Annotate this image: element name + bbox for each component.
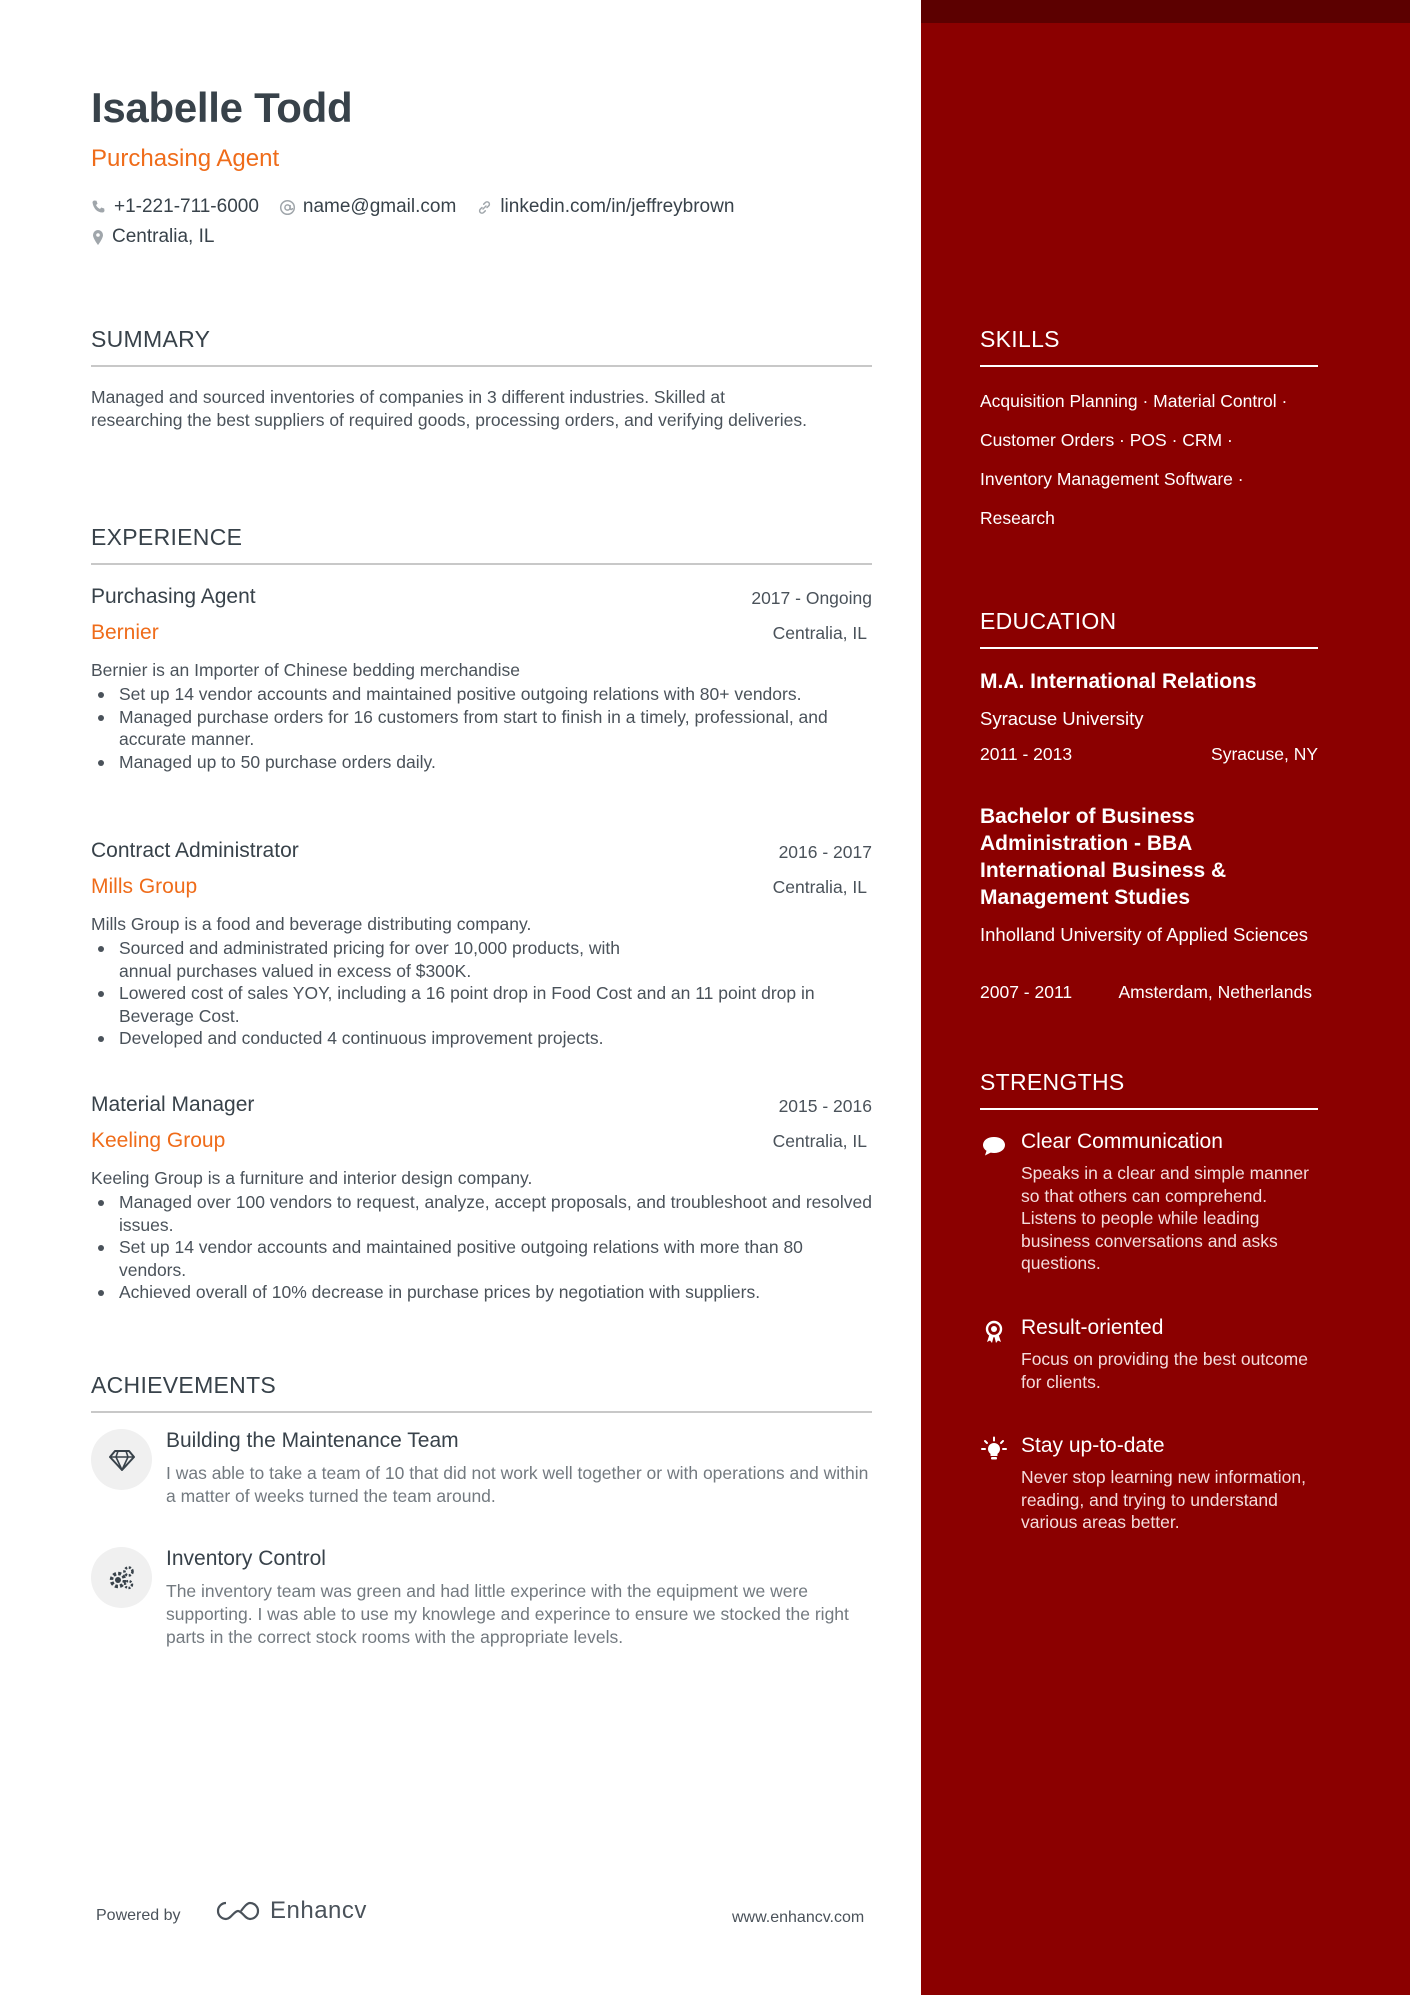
job-bullet: Sourced and administrated pricing for over 10,000 products, with annual purchases valued in excess of $300K. — [91, 937, 872, 982]
job-bullet: Managed up to 50 purchase orders daily. — [91, 751, 872, 774]
education-heading: EDUCATION — [980, 608, 1318, 649]
linkedin-text: linkedin.com/in/jeffreybrown — [500, 196, 735, 217]
job-company: Keeling Group — [91, 1129, 226, 1152]
gears-icon — [107, 1563, 137, 1593]
job-bullet: Achieved overall of 10% decrease in purchase prices by negotiation with suppliers. — [91, 1281, 872, 1304]
job-description: Mills Group is a food and beverage distributing company. — [91, 914, 532, 934]
job-bullets — [91, 1191, 872, 1304]
skills-list — [980, 382, 1325, 538]
job-description: Bernier is an Importer of Chinese bedding merchandise — [91, 660, 520, 680]
job-entry — [91, 1093, 872, 1302]
strength-text: Focus on providing the best outcome for clients. — [1021, 1349, 1308, 1392]
education-degree: Bachelor of Business Administration - BBA International Business & Management Studies — [980, 805, 1227, 909]
contact-linkedin[interactable] — [476, 196, 734, 218]
award-ribbon-icon — [980, 1318, 1008, 1346]
job-bullet: Managed purchase orders for 16 customers from start to finish in a timely, professional, and accurate manner. — [91, 706, 872, 751]
candidate-name: Isabelle Todd — [91, 84, 353, 131]
education-dates: 2007 - 2011 — [980, 982, 1073, 1002]
at-icon — [279, 199, 296, 216]
skills-line: Research — [980, 508, 1055, 528]
achievement-title: Building the Maintenance Team — [166, 1429, 459, 1452]
contact-email[interactable] — [279, 196, 456, 218]
summary-text: Managed and sourced inventories of companies in 3 different industries. Skilled at researching the best suppliers of required goods, processing orders, and verifying deliveries. — [91, 387, 807, 430]
job-entry — [91, 585, 872, 772]
job-bullet: Managed over 100 vendors to request, analyze, accept proposals, and troubleshoot and resolved issues. — [91, 1191, 872, 1236]
education-dates: 2011 - 2013 — [980, 744, 1073, 764]
contact-info — [91, 192, 891, 252]
achievement-text: I was able to take a team of 10 that did not work well together or with operations and within a matter of weeks turned the team around. — [166, 1463, 869, 1506]
strength-title: Stay up-to-date — [1021, 1434, 1165, 1457]
email-text: name@gmail.com — [302, 196, 457, 217]
job-bullet: Set up 14 vendor accounts and maintained positive outgoing relations with more than 80 vendors. — [91, 1236, 872, 1281]
enhancv-brand: Enhancv — [270, 1897, 367, 1924]
education-school: Syracuse University — [980, 708, 1144, 729]
candidate-role: Purchasing Agent — [91, 145, 280, 172]
skills-line: Acquisition Planning · Material Control · — [980, 391, 1288, 411]
job-description: Keeling Group is a furniture and interior design company. — [91, 1168, 533, 1188]
job-bullets — [91, 937, 872, 1050]
location-pin-icon — [91, 229, 105, 246]
summary-heading: SUMMARY — [91, 326, 872, 367]
achievements-heading: ACHIEVEMENTS — [91, 1372, 872, 1413]
job-entry — [91, 839, 872, 1048]
job-dates: 2017 - Ongoing — [751, 588, 872, 608]
job-title: Purchasing Agent — [91, 585, 256, 608]
job-location: Centralia, IL — [772, 877, 867, 897]
contact-location — [91, 226, 214, 248]
powered-by-label: Powered by — [96, 1907, 181, 1924]
sidebar-top-bar — [921, 0, 1410, 23]
strength-title: Clear Communication — [1021, 1130, 1223, 1153]
job-dates: 2016 - 2017 — [778, 842, 872, 862]
job-company: Mills Group — [91, 875, 198, 898]
skills-line: Customer Orders · POS · CRM · — [980, 430, 1233, 450]
skills-heading: SKILLS — [980, 326, 1318, 367]
job-location: Centralia, IL — [772, 623, 867, 643]
education-location: Syracuse, NY — [1211, 744, 1318, 764]
job-title: Contract Administrator — [91, 839, 299, 862]
contact-phone[interactable] — [91, 196, 259, 218]
strength-text: Speaks in a clear and simple manner so that others can comprehend. Listens to people while leading business conversations and asks questions. — [1021, 1163, 1309, 1273]
location-text: Centralia, IL — [112, 226, 215, 247]
education-degree: M.A. International Relations — [980, 670, 1257, 693]
job-bullets — [91, 683, 872, 773]
job-bullet: Set up 14 vendor accounts and maintained positive outgoing relations with 80+ vendors. — [91, 683, 872, 706]
sidebar — [921, 0, 1410, 1995]
strength-title: Result-oriented — [1021, 1316, 1164, 1339]
phone-text: +1-221-711-6000 — [114, 196, 259, 217]
job-bullet: Developed and conducted 4 continuous improvement projects. — [91, 1027, 872, 1050]
enhancv-logo-icon — [214, 1899, 262, 1923]
diamond-icon — [108, 1446, 136, 1474]
achievement-title: Inventory Control — [166, 1547, 326, 1570]
achievement-text: The inventory team was green and had little experince with the equipment we were supporting. I was able to use my knowlege and experince to ensure we stocked the right parts in the correct stock rooms with the appropriate levels. — [166, 1581, 849, 1647]
job-dates: 2015 - 2016 — [778, 1096, 872, 1116]
education-location: Amsterdam, Netherlands — [1118, 982, 1312, 1002]
lightbulb-icon — [980, 1436, 1008, 1464]
enhancv-logo[interactable] — [214, 1897, 367, 1925]
phone-icon — [91, 199, 107, 215]
education-school: Inholland University of Applied Sciences — [980, 924, 1309, 945]
skills-line: Inventory Management Software · — [980, 469, 1244, 489]
experience-heading: EXPERIENCE — [91, 524, 872, 565]
footer-url[interactable]: www.enhancv.com — [732, 1909, 865, 1926]
job-location: Centralia, IL — [772, 1131, 867, 1151]
strengths-heading: STRENGTHS — [980, 1069, 1318, 1110]
job-bullet: Lowered cost of sales YOY, including a 16 point drop in Food Cost and an 11 point drop in Beverage Cost. — [91, 982, 872, 1027]
job-company: Bernier — [91, 621, 159, 644]
job-title: Material Manager — [91, 1093, 255, 1116]
link-icon — [476, 199, 493, 216]
strength-text: Never stop learning new information, reading, and trying to understand various areas better. — [1021, 1467, 1307, 1532]
speech-bubble-icon — [980, 1132, 1008, 1160]
